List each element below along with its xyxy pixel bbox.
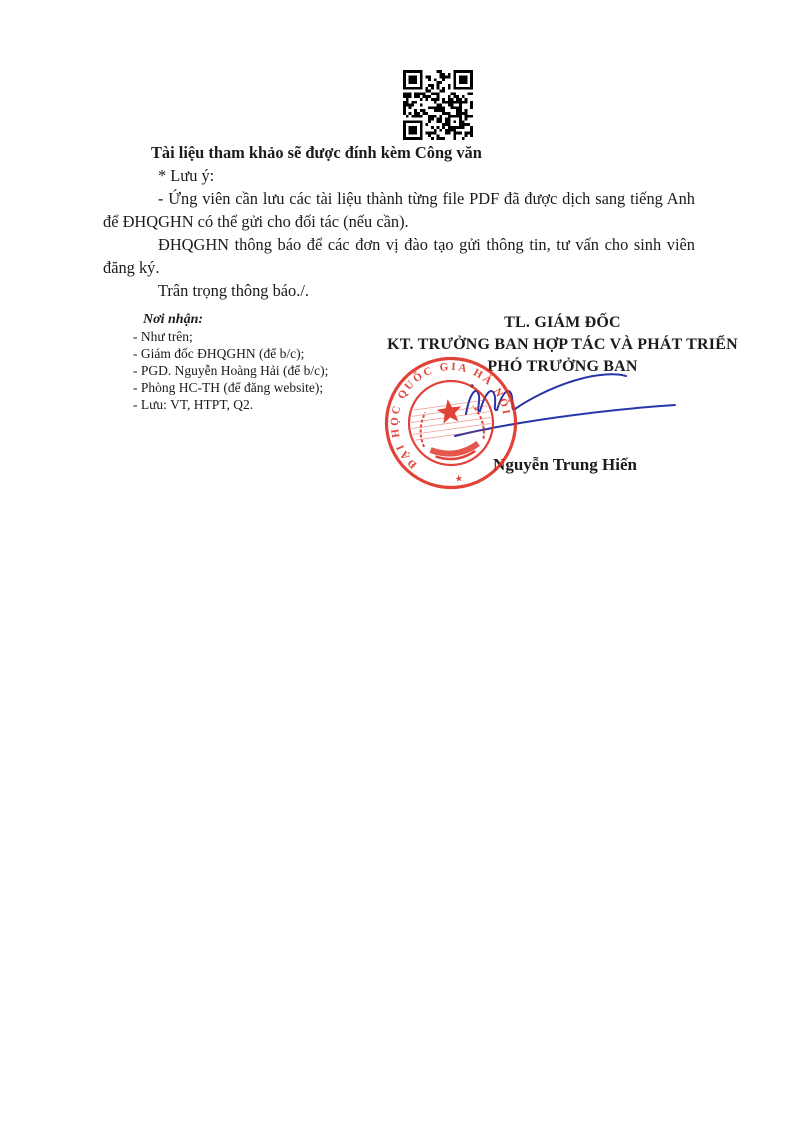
signature-underline bbox=[455, 405, 675, 436]
seal-wreath-right bbox=[473, 405, 485, 440]
recipient-item: - Lưu: VT, HTPT, Q2. bbox=[133, 397, 254, 412]
note-item: - Ứng viên cần lưu các tài liệu thành từng file PDF đã được dịch sang tiếng Anh để ĐHQGHN có thể gửi cho đối tác (nếu cần). bbox=[103, 189, 695, 231]
signer-name: Nguyễn Trung Hiển bbox=[493, 455, 637, 474]
seal-hatching bbox=[409, 400, 492, 441]
recipient-item: - Phòng HC-TH (để đăng website); bbox=[133, 380, 324, 395]
recipients-block bbox=[133, 311, 393, 413]
signature-dot bbox=[470, 384, 474, 388]
signature-flourish bbox=[466, 374, 626, 414]
body-paragraph: ĐHQGHN thông báo để các đơn vị đào tạo gửi thông tin, tư vấn cho sinh viên đăng ký. bbox=[103, 235, 695, 277]
seal-star-separator: ★ bbox=[454, 472, 464, 484]
document-body bbox=[103, 141, 695, 302]
attachment-note: Tài liệu tham khảo sẽ được đính kèm Công văn bbox=[151, 143, 482, 162]
note-label: * Lưu ý: bbox=[158, 166, 215, 185]
seal-wreath-left bbox=[418, 412, 430, 447]
signature-authority: TL. GIÁM ĐỐC bbox=[504, 314, 621, 331]
closing-line: Trân trọng thông báo./. bbox=[158, 281, 310, 300]
recipient-item: - Như trên; bbox=[133, 329, 193, 344]
signature-block bbox=[360, 312, 765, 378]
recipient-item: - Giám đốc ĐHQGHN (để b/c); bbox=[133, 346, 305, 361]
qr-code-icon bbox=[403, 70, 473, 140]
seal-circular-text: ĐẠI HỌC QUỐC GIA HÀ NỘI bbox=[388, 360, 513, 471]
recipient-item: - PGD. Nguyễn Hoàng Hải (để b/c); bbox=[133, 363, 329, 378]
signature-title-line2: KT. TRƯỞNG BAN HỢP TÁC VÀ PHÁT TRIỂN bbox=[387, 336, 738, 353]
seal-star-emblem bbox=[435, 398, 463, 425]
qr-code bbox=[403, 70, 473, 140]
signature-title-line3: PHÓ TRƯỞNG BAN bbox=[487, 358, 638, 375]
recipients-label: Nơi nhận: bbox=[143, 312, 204, 327]
